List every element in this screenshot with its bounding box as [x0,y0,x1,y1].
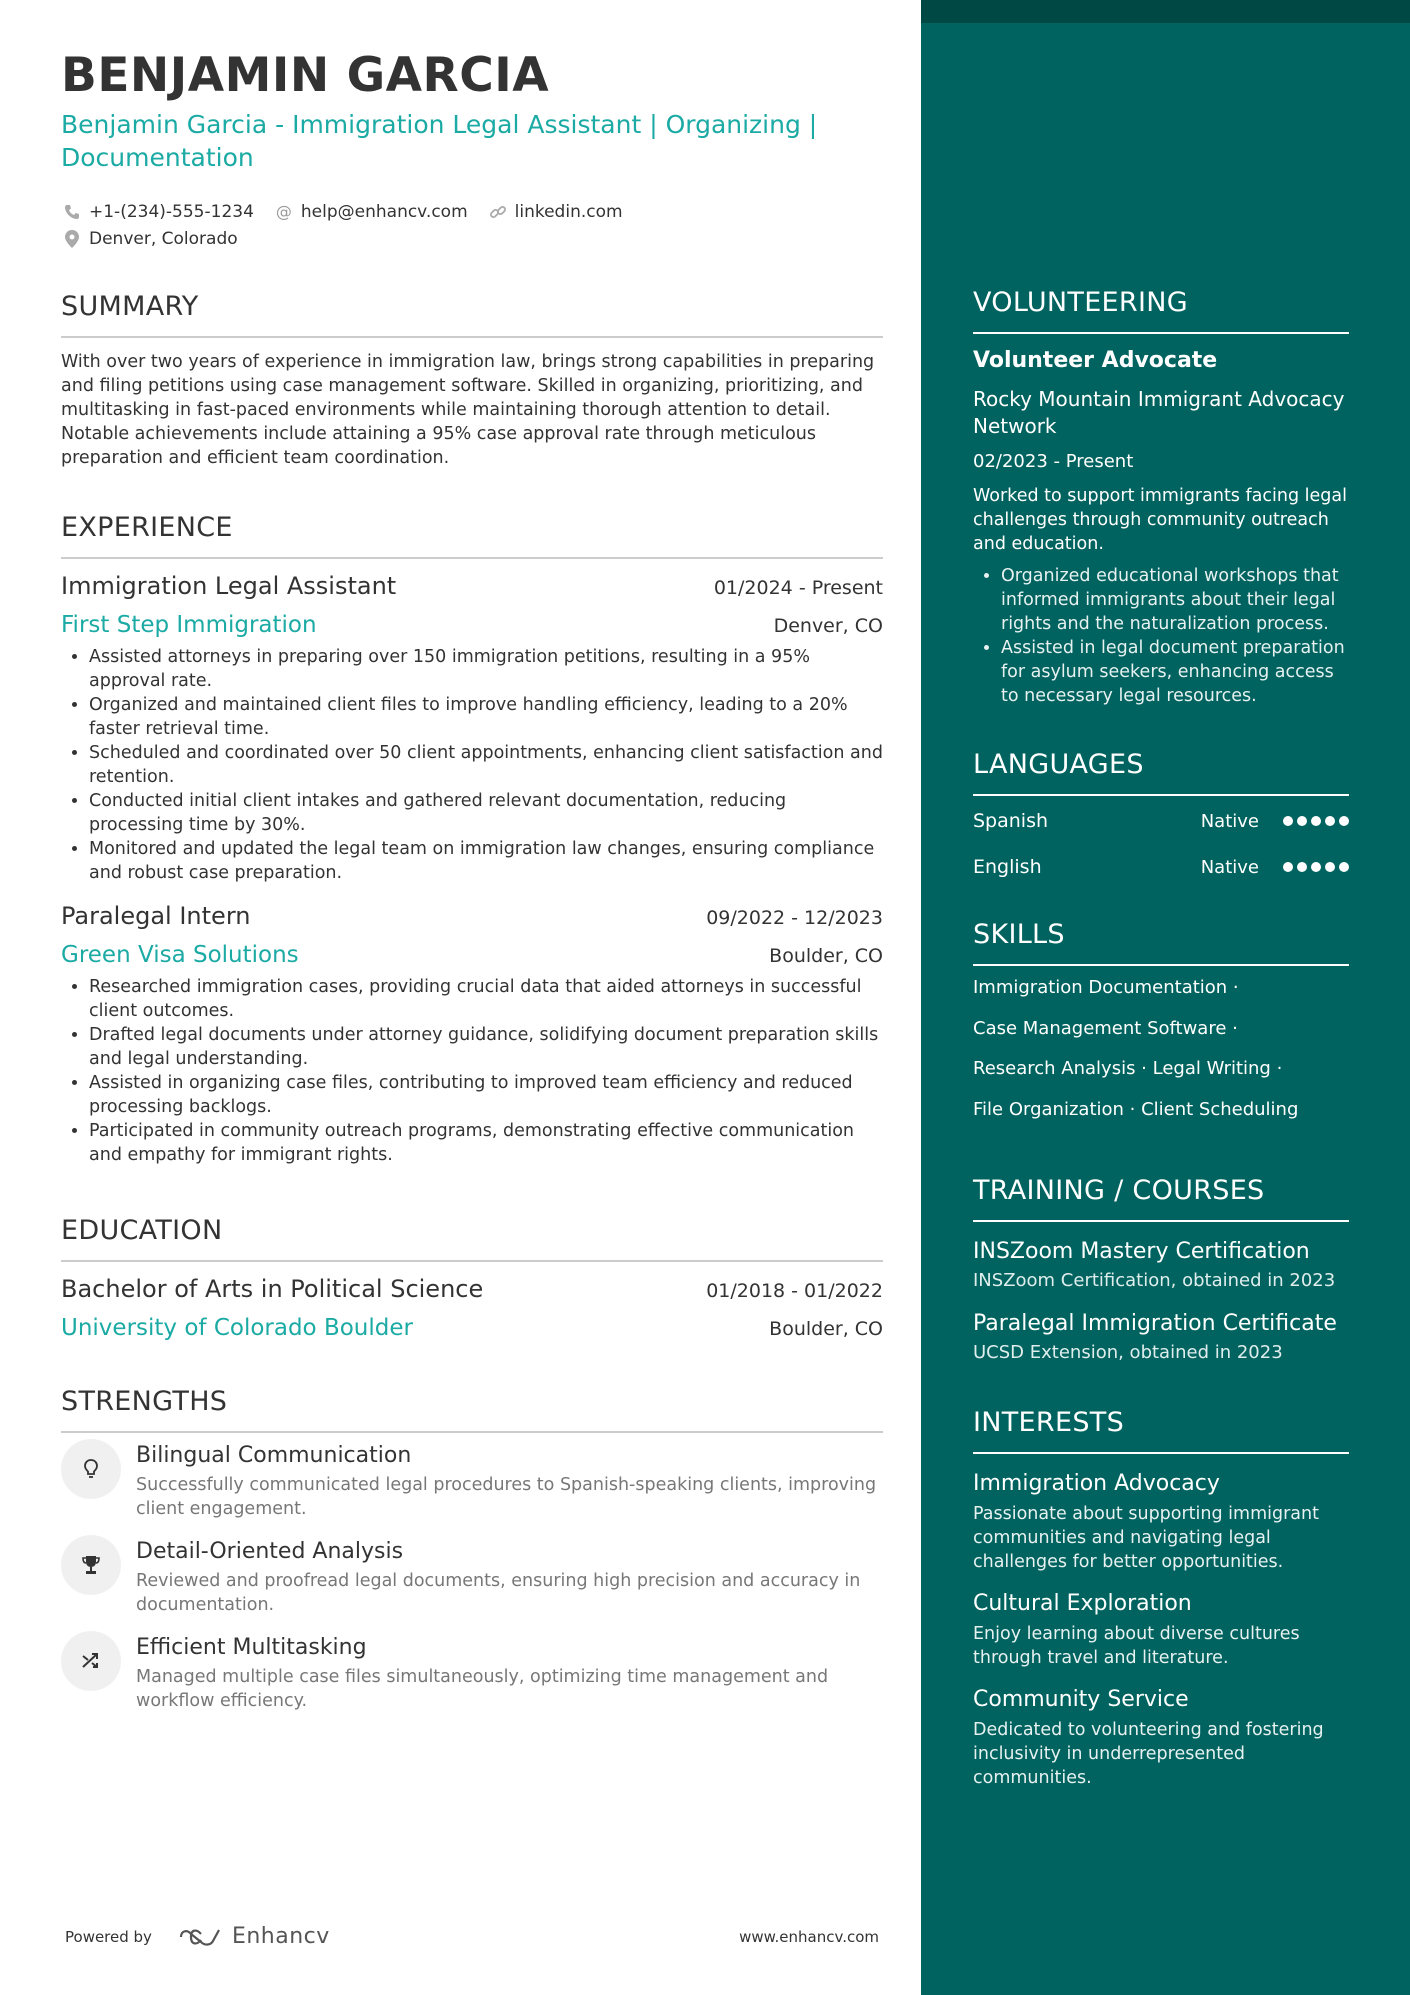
location-text: Denver, Colorado [89,228,238,249]
shuffle-icon [61,1631,121,1691]
skill-line: File Organization · Client Scheduling [973,1098,1299,1120]
link-icon [487,202,509,222]
skills-title: SKILLS [973,918,1349,966]
job-location: Boulder, CO [769,945,883,967]
job-bullets [61,645,883,885]
job-entry [61,897,883,1167]
experience-section [61,511,883,1167]
strengths-section [61,1385,883,1713]
trophy-icon [61,1535,121,1595]
candidate-name: BENJAMIN GARCIA [61,48,550,103]
dot [1297,816,1307,826]
interest-desc: Dedicated to volunteering and fostering inclusivity in underrepresented communities. [973,1720,1324,1788]
linkedin-contact[interactable] [487,202,623,222]
job-dates: 01/2024 - Present [713,577,883,599]
education-dates: 01/2018 - 01/2022 [706,1280,883,1302]
strength-desc: Reviewed and proofread legal documents, ensuring high precision and accuracy in documentation. [136,1571,861,1615]
summary-title: SUMMARY [61,290,883,338]
education-title: EDUCATION [61,1214,883,1262]
enhancv-brand: Enhancv [231,1924,330,1949]
skill-line: Immigration Documentation · [973,977,1239,998]
phone-icon [61,202,83,222]
strength-item [61,1439,883,1521]
enhancv-logo-icon[interactable] [178,1924,330,1949]
job-title: Paralegal Intern [61,902,251,930]
contact-info [61,198,894,252]
email-text: help@enhancv.com [300,201,468,222]
bullet-item: • Drafted legal documents under attorney guidance, solidifying document preparation skills and legal understanding. [89,1023,883,1071]
interest-title: Immigration Advocacy [973,1471,1220,1496]
summary-text: With over two years of experience in immigration law, brings strong capabilities in preparing and filing petitions using case management software. Skilled in organizing, prioritizing, and multitasking in fast-paced environments while maintaining thorough attention to detail. Notable achievements include attaining a 95% case approval rate through meticulous preparation and efficient team coordination. [61,352,875,468]
course-subtitle: UCSD Extension, obtained in 2023 [973,1342,1283,1363]
dot [1339,816,1349,826]
course-subtitle: INSZoom Certification, obtained in 2023 [973,1270,1336,1291]
strength-desc: Managed multiple case files simultaneously, optimizing time management and workflow efficiency. [136,1667,829,1711]
language-name: English [973,856,1042,878]
email-contact[interactable] [273,202,468,222]
phone-contact[interactable] [61,202,254,222]
course-title: Paralegal Immigration Certificate [973,1311,1337,1336]
powered-by [65,1924,330,1949]
sidebar [921,0,1410,1995]
education-section [61,1214,883,1348]
job-company[interactable]: Green Visa Solutions [61,942,299,968]
dot [1325,816,1335,826]
strength-item [61,1535,883,1617]
dot [1325,862,1335,872]
strength-item [61,1631,883,1713]
volunteer-bullets [973,564,1349,708]
strength-desc: Successfully communicated legal procedures to Spanish-speaking clients, improving client engagement. [136,1475,877,1519]
language-level: Native [1200,856,1259,878]
language-row [973,844,1349,890]
at-icon: @ [275,202,292,221]
language-name: Spanish [973,810,1049,832]
bullet-item: • Organized educational workshops that informed immigrants about their legal rights and the naturalization process. [1001,564,1349,636]
volunteering-title: VOLUNTEERING [973,286,1349,334]
education-entry [61,1270,883,1348]
training-title: TRAINING / COURSES [973,1174,1349,1222]
sidebar-top-bar [921,0,1410,23]
degree: Bachelor of Arts in Political Science [61,1275,484,1303]
job-location: Denver, CO [773,615,883,637]
bullet-item: • Participated in community outreach programs, demonstrating effective communication and empathy for immigrant rights. [89,1119,883,1167]
volunteering-section [973,286,1349,708]
lightbulb-icon [61,1439,121,1499]
dot [1283,816,1293,826]
volunteer-dates: 02/2023 - Present [973,451,1134,472]
volunteer-role: Volunteer Advocate [973,348,1218,373]
job-dates: 09/2022 - 12/2023 [706,907,883,929]
language-row [973,798,1349,844]
summary-section [61,290,883,470]
school[interactable]: University of Colorado Boulder [61,1315,413,1341]
skill-line: Research Analysis · Legal Writing · [973,1058,1283,1079]
training-section [973,1174,1349,1366]
linkedin-text: linkedin.com [514,201,623,222]
job-entry [61,567,883,885]
interest-title: Cultural Exploration [973,1591,1192,1616]
dot [1311,862,1321,872]
interest-desc: Passionate about supporting immigrant communities and navigating legal challenges for better opportunities. [973,1504,1319,1572]
location-pin-icon [61,229,83,249]
dot [1297,862,1307,872]
bullet-item: • Assisted in legal document preparation for asylum seekers, enhancing access to necessary legal resources. [1001,636,1349,708]
education-location: Boulder, CO [769,1318,883,1340]
bullet-item: • Monitored and updated the legal team on immigration law changes, ensuring compliance and robust case preparation. [89,837,883,885]
skill-line: Case Management Software · [973,1017,1238,1039]
powered-by-label: Powered by [65,1927,152,1946]
strength-title: Bilingual Communication [136,1443,412,1468]
phone-text: +1-(234)-555-1234 [89,201,254,222]
bullet-item: • Scheduled and coordinated over 50 client appointments, enhancing client satisfaction and retention. [89,741,883,789]
course-title: INSZoom Mastery Certification [973,1239,1310,1264]
proficiency-dots [1283,816,1349,826]
languages-section [973,748,1349,890]
volunteer-org: Rocky Mountain Immigrant Advocacy Network [973,387,1345,438]
bullet-item: • Conducted initial client intakes and gathered relevant documentation, reducing processing time by 30%. [89,789,883,837]
interests-title: INTERESTS [973,1406,1349,1454]
bullet-item: • Assisted in organizing case files, contributing to improved team efficiency and reduced processing backlogs. [89,1071,883,1119]
footer-url[interactable]: www.enhancv.com [739,1927,879,1946]
job-company[interactable]: First Step Immigration [61,612,317,638]
headline: Benjamin Garcia - Immigration Legal Assistant | Organizing | Documentation [61,110,818,172]
strength-title: Efficient Multitasking [136,1635,367,1660]
job-title: Immigration Legal Assistant [61,572,397,600]
interest-desc: Enjoy learning about diverse cultures through travel and literature. [973,1624,1300,1668]
strengths-title: STRENGTHS [61,1385,883,1433]
dot [1283,862,1293,872]
bullet-item: • Assisted attorneys in preparing over 150 immigration petitions, resulting in a 95% approval rate. [89,645,883,693]
bullet-item: • Organized and maintained client files to improve handling efficiency, leading to a 20% faster retrieval time. [89,693,883,741]
dot [1339,862,1349,872]
volunteer-desc: Worked to support immigrants facing legal challenges through community outreach and education. [973,486,1347,554]
proficiency-dots [1283,862,1349,872]
skills-section [973,918,1349,1130]
languages-title: LANGUAGES [973,748,1349,796]
strength-title: Detail-Oriented Analysis [136,1539,404,1564]
interest-title: Community Service [973,1687,1189,1712]
bullet-item: • Researched immigration cases, providing crucial data that aided attorneys in successful client outcomes. [89,975,883,1023]
language-level: Native [1200,810,1259,832]
location-contact [61,229,238,249]
footer [65,1924,879,1949]
job-bullets [61,975,883,1167]
dot [1311,816,1321,826]
interests-section [973,1406,1349,1790]
experience-title: EXPERIENCE [61,511,883,559]
